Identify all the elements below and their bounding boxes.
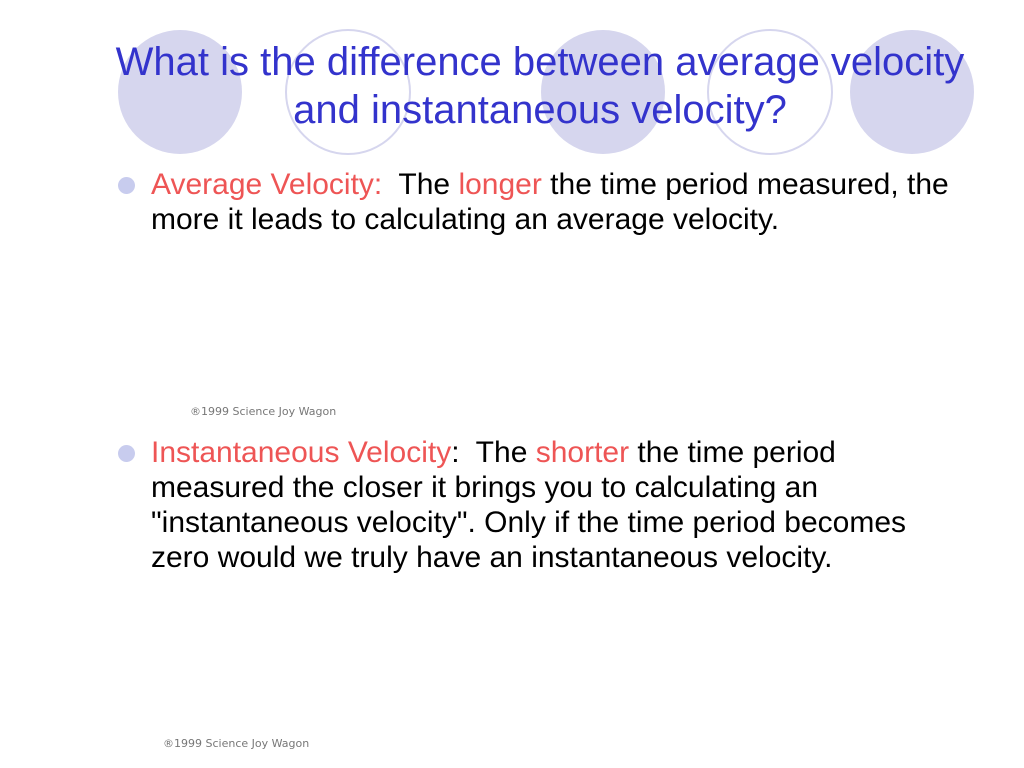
slide-title: What is the difference between average velocity and instantaneous velocity? [115, 40, 965, 132]
bullet-text [151, 167, 958, 237]
bullet-term: Instantaneous Velocity [151, 436, 452, 469]
bullet-pre: : The [451, 436, 536, 469]
bullet-post: the time period measured, the more it leads to calculating an average velocity. [151, 168, 949, 236]
bullet-highlight: longer [458, 168, 542, 201]
bullet-post: the time period measured the closer it brings you to calculating an "instantaneous velocity". Only if the time period becomes zero would we truly have an instantaneous velocity. [151, 436, 907, 574]
bullet-text [151, 435, 958, 575]
copyright-watermark: ®1999 Science Joy Wagon [190, 405, 337, 418]
copyright-watermark: ®1999 Science Joy Wagon [163, 737, 310, 750]
bullet-pre: The [382, 168, 459, 201]
bullet-instantaneous-velocity [118, 435, 958, 575]
bullet-dot-icon [118, 445, 135, 462]
bullet-dot-icon [118, 177, 135, 194]
bullet-highlight: shorter [535, 436, 630, 469]
bullet-average-velocity [118, 167, 958, 237]
bullet-term: Average Velocity: [151, 168, 383, 201]
